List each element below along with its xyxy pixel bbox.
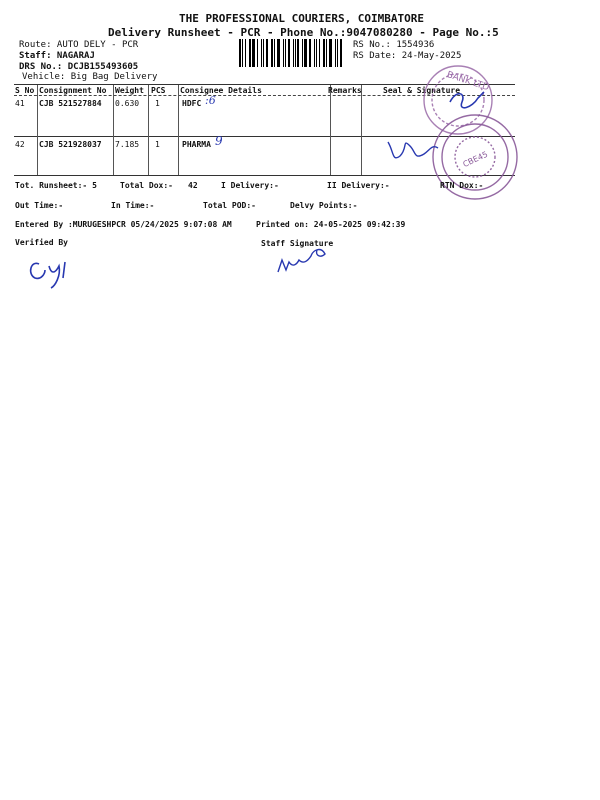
header-consignee: Consignee Details [180,86,262,95]
total-dox-label: Total Dox:- [120,181,173,190]
barcode-bar [245,39,246,67]
rs-date: RS Date: 24-May-2025 [353,51,462,61]
staff-signature-label: Staff Signature [261,239,334,248]
company-title: THE PROFESSIONAL COURIERS, COIMBATORE [179,12,425,25]
barcode-bar [285,39,286,67]
header-remarks: Remarks [328,86,362,95]
row-handnote: :6 [205,94,216,107]
col-divider [113,85,114,175]
branch-seal-text: CBE45 [461,149,490,170]
route-text: Route: AUTO DELY - PCR [19,40,139,50]
row-sno: 42 [15,140,25,149]
barcode-bar [297,39,299,67]
barcode-bar [293,39,294,67]
bank-seal-text: BANK LTD [445,70,491,94]
header-weight: Weight [115,86,144,95]
col-divider [330,85,331,175]
header-signature: Seal & Signature [383,86,461,95]
barcode-bar [277,39,280,67]
row-pcs: 1 [155,140,160,149]
runsheet-subtitle: Delivery Runsheet - PCR - Phone No.:9047080280 - Page No.:5 [108,26,499,39]
row-consignee: HDFC [182,99,202,108]
row-consignee: PHARMA [182,140,211,149]
barcode-bar [323,39,325,67]
in-time: In Time:- [111,201,155,210]
row-sno: 41 [15,99,25,108]
col-divider [178,85,179,175]
barcode-bar [304,39,307,67]
row-consignment: CJB 521527884 [39,99,102,108]
barcode-bar [263,39,264,67]
total-pod: Total POD:- [203,201,256,210]
barcode-bar [314,39,315,67]
vehicle-text: Vehicle: Big Bag Delivery [22,72,158,82]
verified-signature [25,252,85,292]
barcode-bar [309,39,311,67]
barcode-bar [266,39,268,67]
header-consignment: Consignment No [39,86,107,95]
i-delivery: I Delivery:- [221,181,279,190]
drs-number: DRS No.: DCJB155493605 [19,62,139,72]
barcode-bar [261,39,262,67]
barcode-bar [319,39,320,67]
header-sno: S No [15,86,35,95]
signature-scribble [450,92,484,108]
barcode-bar [326,39,327,67]
barcode-bar [337,39,338,67]
rs-number: RS No.: 1554936 [353,40,435,50]
barcode-bar [329,39,332,67]
barcode-bar [283,39,284,67]
barcode-bar [295,39,296,67]
col-divider [148,85,149,175]
entered-by: Entered By :MURUGESHPCR 05/24/2025 9:07:08 AM [15,220,232,229]
ii-delivery: II Delivery:- [327,181,390,190]
row-weight: 0.630 [115,99,140,108]
barcode-bar [242,39,243,67]
row-pcs: 1 [155,99,160,108]
signature-scribble [388,142,438,158]
total-dox-value: 42 [188,181,198,190]
barcode-bar [274,39,275,67]
printed-on: Printed on: 24-05-2025 09:42:39 [256,220,406,229]
verified-by-label: Verified By [15,238,68,247]
col-divider [361,85,362,175]
barcode-bar [316,39,317,67]
barcode-image [239,39,345,67]
barcode-bar [302,39,303,67]
barcode-bar [288,39,290,67]
barcode-bar [257,39,258,67]
barcode-bar [239,39,241,67]
barcode-bar [249,39,251,67]
row-weight: 7.185 [115,140,140,149]
staff-text: Staff: NAGARAJ [19,51,95,61]
barcode-bar [340,39,342,67]
rtn-dox: RTN Dox:- [440,181,484,190]
barcode-bar [252,39,255,67]
out-time: Out Time:- [15,201,64,210]
header-pcs: PCS [151,86,166,95]
col-divider [37,85,38,175]
delvy-points: Delvy Points:- [290,201,358,210]
barcode-bar [271,39,273,67]
row-handnote: 9 [215,134,223,148]
tot-runsheet: Tot. Runsheet:- 5 [15,181,97,190]
barcode-bar [335,39,336,67]
row-consignment: CJB 521928037 [39,140,102,149]
staff-signature-scribble [274,244,344,278]
